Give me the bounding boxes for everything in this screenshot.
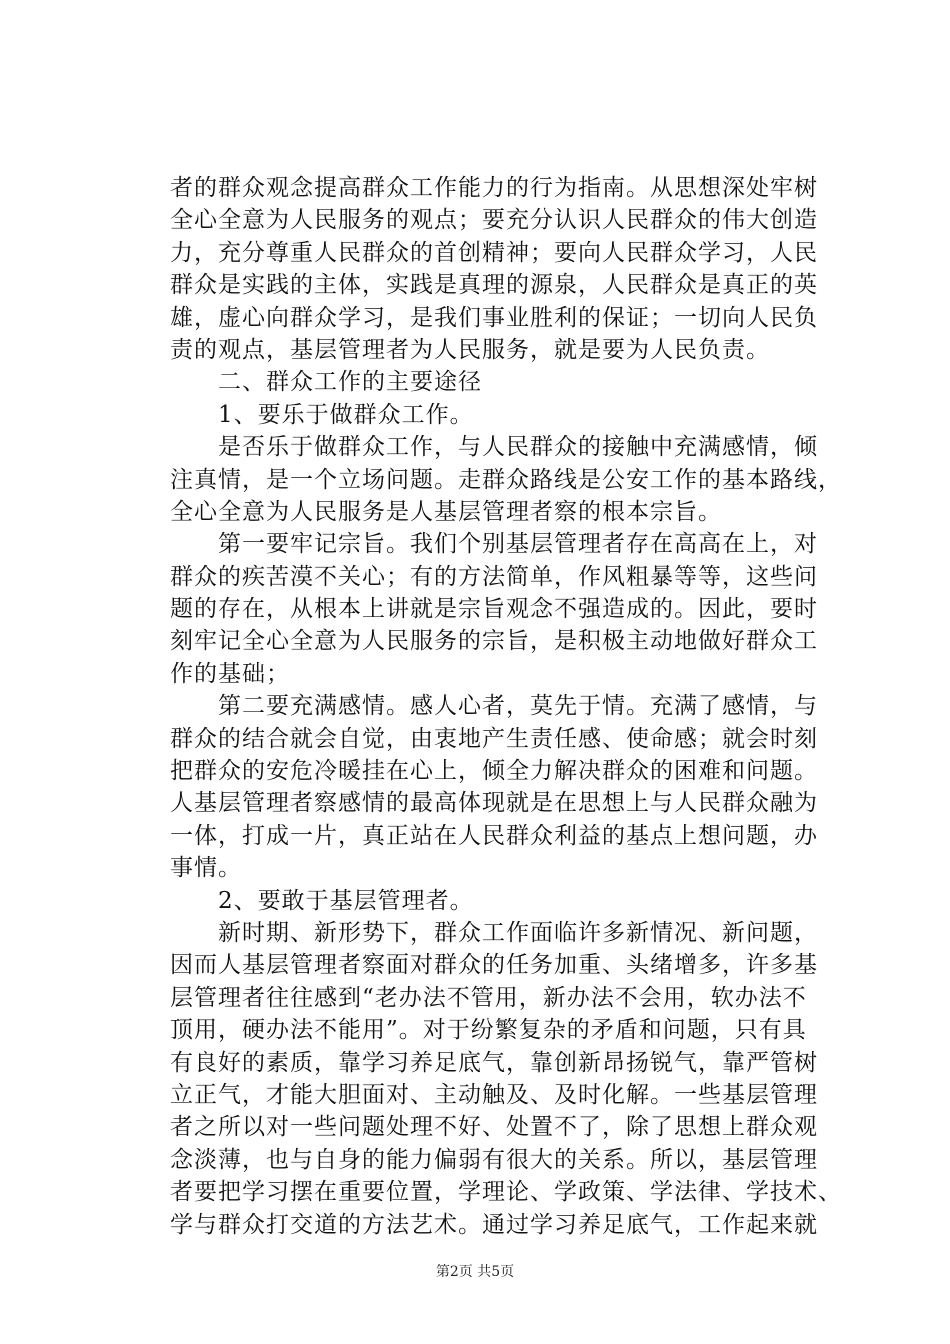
text-line: 人基层管理者察感情的最高体现就是在思想上与人民群众融为 <box>170 790 818 817</box>
text-line: 者的群众观念提高群众工作能力的行为指南。从思想深处牢树 <box>170 175 818 201</box>
text-line: 是否乐于做群众工作，与人民群众的接触中充满感情，倾 <box>170 434 818 461</box>
text-line: 把群众的安危冷暖挂在心上，倾全力解决群众的困难和问题。 <box>170 758 818 785</box>
text-line: 者要把学习摆在重要位置，学理论、学政策、学法律、学技术、 <box>170 1179 842 1206</box>
text-line: 全心全意为人民服务是人基层管理者察的根本宗旨。 <box>170 498 722 525</box>
section-heading: 二、群众工作的主要途径 <box>170 369 482 396</box>
text-line: 雄，虚心向群众学习，是我们事业胜利的保证；一切向人民负 <box>170 304 818 331</box>
text-line: 一体，打成一片，真正站在人民群众利益的基点上想问题，办 <box>170 822 818 849</box>
text-line: 因而人基层管理者察面对群众的任务加重、头绪增多，许多基 <box>170 952 818 979</box>
page-number-footer: 第2页 共5页 <box>435 1264 515 1280</box>
text-line: 责的观点，基层管理者为人民服务，就是要为人民负责。 <box>170 336 770 363</box>
text-line: 力，充分尊重人民群众的首创精神；要向人民群众学习，人民 <box>170 239 818 266</box>
text-line: 群众的结合就会自觉，由衷地产生责任感、使命感；就会时刻 <box>170 725 818 752</box>
text-line: 者之所以对一些问题处理不好、处置不了，除了思想上群众观 <box>170 1114 818 1141</box>
text-line: 刻牢记全心全意为人民服务的宗旨，是积极主动地做好群众工 <box>170 628 818 655</box>
text-line: 作的基础； <box>170 660 290 687</box>
text-line: 学与群众打交道的方法艺术。通过学习养足底气，工作起来就 <box>170 1211 818 1238</box>
text-line: 新时期、新形势下，群众工作面临许多新情况、新问题， <box>170 919 818 946</box>
text-line: 层管理者往往感到“老办法不管用，新办法不会用，软办法不 <box>170 984 807 1011</box>
subsection-heading: 2、要敢于基层管理者。 <box>170 887 474 914</box>
document-body <box>170 172 842 1241</box>
text-line: 第一要牢记宗旨。我们个别基层管理者存在高高在上，对 <box>170 531 818 558</box>
text-line: 第二要充满感情。感人心者，莫先于情。充满了感情，与 <box>170 693 818 720</box>
text-line: 顶用，硬办法不能用”。对于纷繁复杂的矛盾和问题，只有具 <box>170 1017 807 1044</box>
text-line: 群众的疾苦漠不关心；有的方法简单，作风粗暴等等，这些问 <box>170 563 818 590</box>
text-line: 全心全意为人民服务的观点；要充分认识人民群众的伟大创造 <box>170 207 818 234</box>
text-line: 题的存在，从根本上讲就是宗旨观念不强造成的。因此，要时 <box>170 596 818 623</box>
text-line: 念淡薄，也与自身的能力偏弱有很大的关系。所以，基层管理 <box>170 1146 818 1173</box>
text-line: 立正气，才能大胆面对、主动触及、及时化解。一些基层管理 <box>170 1081 818 1108</box>
text-line: 事情。 <box>170 855 242 882</box>
text-line: 注真情，是一个立场问题。走群众路线是公安工作的基本路线， <box>170 466 842 493</box>
text-line: 群众是实践的主体，实践是真理的源泉，人民群众是真正的英 <box>170 272 818 299</box>
text-line: 有良好的素质，靠学习养足底气，靠创新昂扬锐气，靠严管树 <box>170 1049 818 1076</box>
subsection-heading: 1、要乐于做群众工作。 <box>170 401 474 428</box>
